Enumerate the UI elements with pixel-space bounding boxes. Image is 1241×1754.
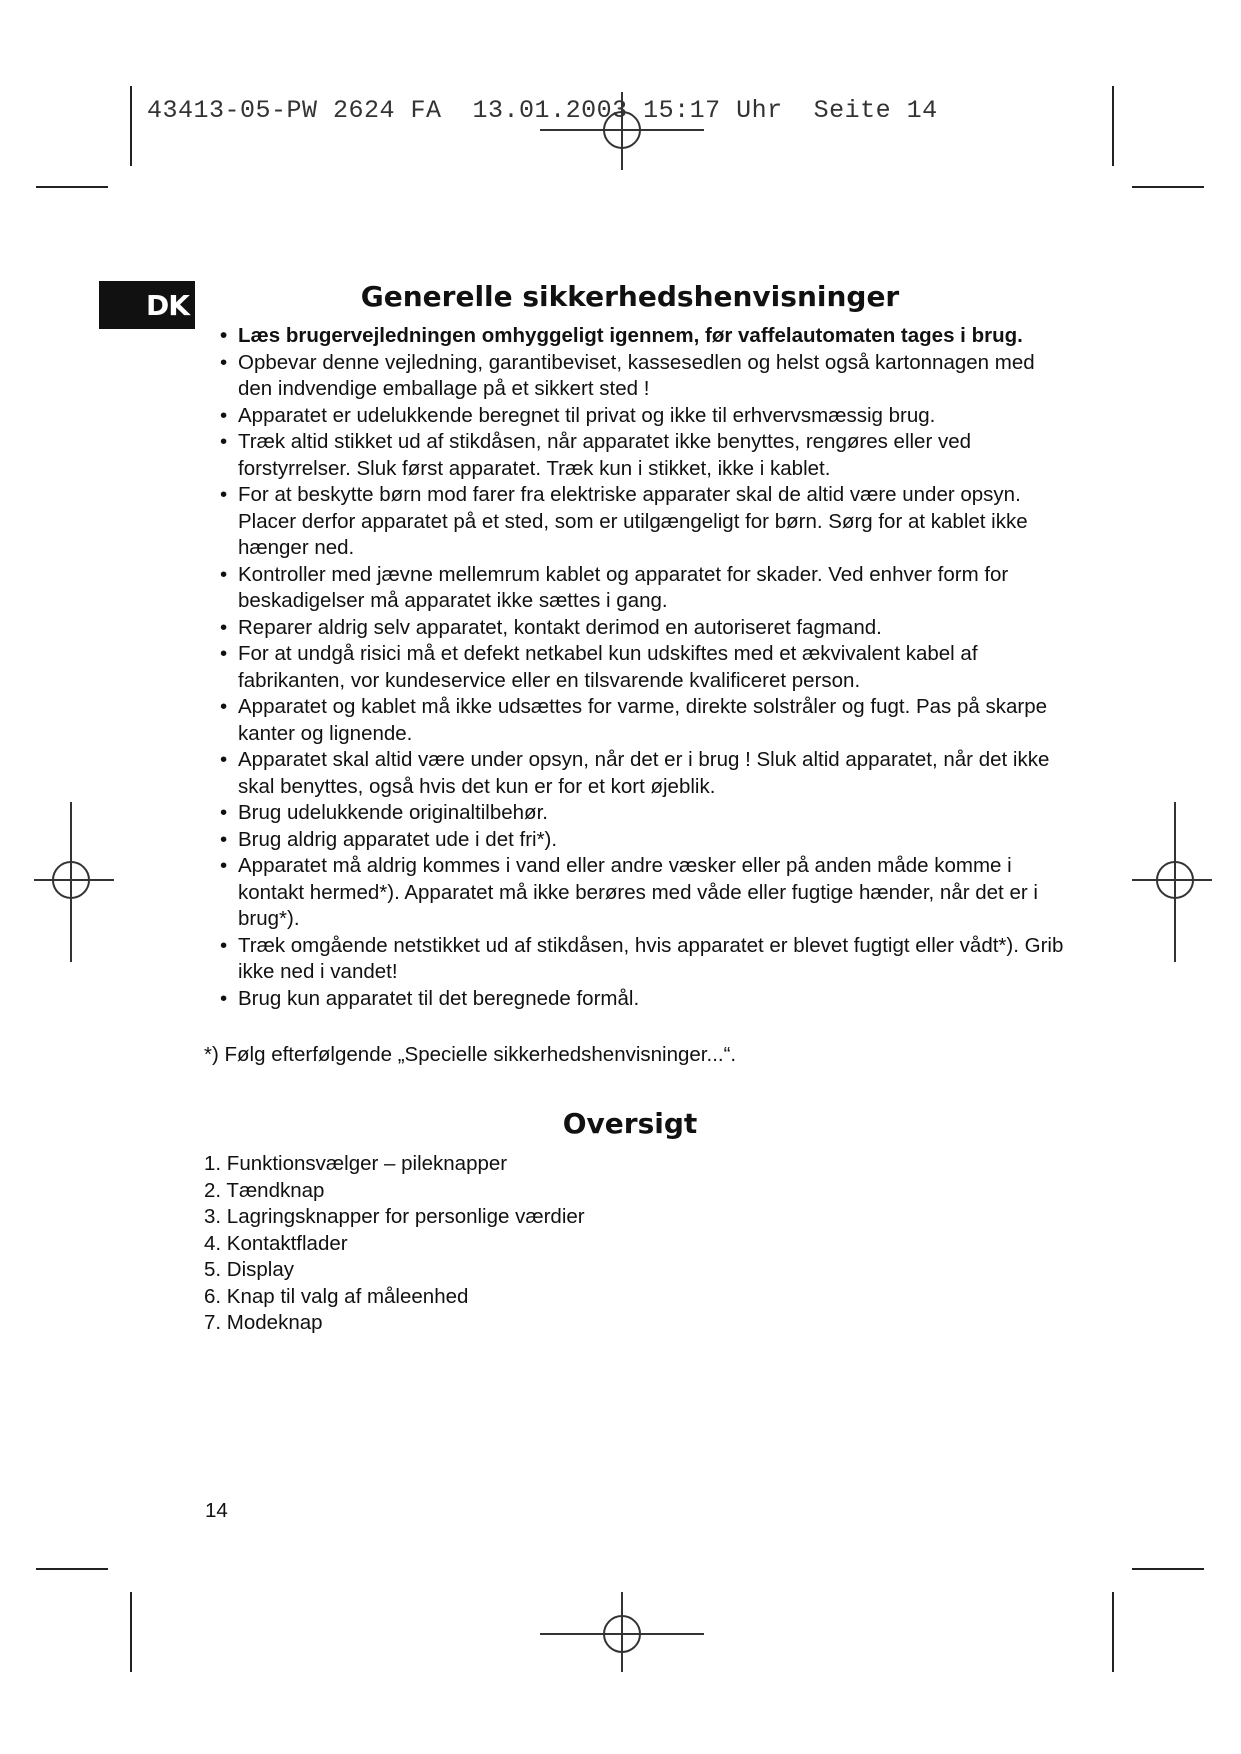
registration-mark-bottom [540, 1592, 704, 1672]
list-item: • Brug udelukkende originaltilbehør. [204, 800, 1064, 827]
safety-section [204, 323, 1064, 1012]
list-item: • Læs brugervejledningen omhyggeligt igennem, før vaffelautomaten tages i brug. [204, 323, 1064, 350]
crop-mark-bottom-left-v [130, 1592, 132, 1672]
crop-mark-top-right-h [1132, 186, 1204, 188]
print-slug: 43413-05-PW 2624 FA 13.01.2003 15:17 Uhr Seite 14 [147, 96, 938, 125]
registration-mark-top [540, 92, 704, 170]
safety-list [204, 323, 1064, 1012]
crop-mark-bottom-left-h [36, 1568, 108, 1570]
list-item: 1. Funktionsvælger – pileknapper [204, 1152, 508, 1175]
registration-mark-right [1132, 802, 1212, 962]
list-item: 7. Modeknap [204, 1311, 323, 1334]
list-item: 6. Knap til valg af måleenhed [204, 1284, 469, 1308]
list-item: • Apparatet og kablet må ikke udsættes for varme, direkte solstråler og fugt. Pas på skarpe kanter og lignende. [204, 694, 1064, 747]
list-item: • Træk altid stikket ud af stikdåsen, når apparatet ikke benyttes, rengøres eller ved forstyrrelser. Sluk først apparatet. Træk kun i stikket, ikke i kablet. [204, 429, 1064, 482]
footnote: *) Følg efterfølgende „Specielle sikkerhedshenvisninger...“. [204, 1043, 737, 1066]
language-tab: DK [99, 281, 195, 329]
list-item: 4. Kontaktflader [204, 1231, 348, 1255]
list-item: • Reparer aldrig selv apparatet, kontakt derimod en autoriseret fagmand. [204, 615, 1064, 642]
list-item: • Opbevar denne vejledning, garantibeviset, kassesedlen og helst også kartonnagen med den indvendige emballage på et sikkert sted ! [204, 350, 1064, 403]
crop-mark-bottom-right-v [1112, 1592, 1114, 1672]
section-title-overview: Oversigt [562, 1107, 698, 1140]
list-item: • Kontroller med jævne mellemrum kablet og apparatet for skader. Ved enhver form for beskadigelser må apparatet ikke sættes i gang. [204, 562, 1064, 615]
list-item: • Brug aldrig apparatet ude i det fri*). [204, 827, 1064, 854]
crop-mark-top-right-v [1112, 86, 1114, 166]
overview-section [204, 1151, 1064, 1337]
list-item: • Apparatet er udelukkende beregnet til privat og ikke til erhvervsmæssig brug. [204, 403, 1064, 430]
list-item: • Apparatet skal altid være under opsyn, når det er i brug ! Sluk altid apparatet, når det ikke skal benyttes, også hvis det kun er for et kort øjeblik. [204, 747, 1064, 800]
crop-mark-bottom-right-h [1132, 1568, 1204, 1570]
crop-mark-top-left-h [36, 186, 108, 188]
list-item: • Træk omgående netstikket ud af stikdåsen, hvis apparatet er blevet fugtigt eller vådt*). Grib ikke ned i vandet! [204, 933, 1064, 986]
overview-list [204, 1151, 1064, 1337]
list-item: • For at beskytte børn mod farer fra elektriske apparater skal de altid være under opsyn. Placer derfor apparatet på et sted, som er utilgængeligt for børn. Sørg for at kablet ikke hænger ned. [204, 482, 1064, 562]
list-item: • Apparatet må aldrig kommes i vand eller andre væsker eller på anden måde komme i kontakt hermed*). Apparatet må ikke berøres med våde eller fugtige hænder, når det er i brug*). [204, 853, 1064, 933]
page-number: 14 [205, 1499, 228, 1522]
list-item: 5. Display [204, 1258, 295, 1281]
crop-mark-top-left-v [130, 86, 132, 166]
list-item: • Brug kun apparatet til det beregnede formål. [204, 986, 1064, 1013]
list-item: • For at undgå risici må et defekt netkabel kun udskiftes med et ækvivalent kabel af fabrikanten, vor kundeservice eller en tilsvarende kvalificeret person. [204, 641, 1064, 694]
registration-mark-left [34, 802, 114, 962]
list-item: 2. Tændknap [204, 1178, 325, 1202]
section-title-safety: Generelle sikkerhedshenvisninger [360, 280, 900, 313]
list-item: 3. Lagringsknapper for personlige værdier [204, 1205, 585, 1228]
